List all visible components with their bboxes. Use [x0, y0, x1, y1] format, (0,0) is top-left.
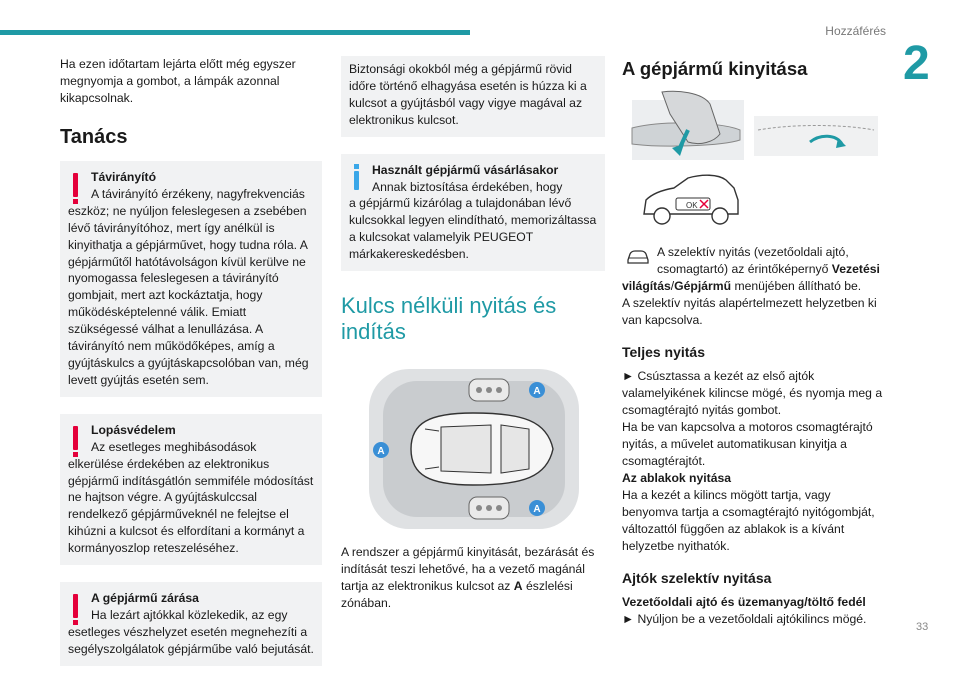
info-icon	[354, 171, 359, 190]
warning-icon	[73, 594, 78, 618]
driver-door-step: ► Nyúljon be a vezetőoldali ajtókilincs mögé.	[622, 612, 867, 626]
menu-name-bold: Vezetési	[831, 262, 880, 276]
column-middle	[341, 56, 605, 612]
svg-text:A: A	[377, 446, 385, 458]
selective-default: A szelektív nyitás alapértelmezett helyzetben ki van kapcsolva.	[622, 296, 877, 327]
warning-icon-dot	[73, 452, 78, 457]
intro-paragraph: Ha ezen időtartam lejárta előtt még egyszer megnyomja a gombot, a lámpák azonnal kikapcsolnak.	[60, 57, 296, 105]
car-side-view-icon	[644, 175, 738, 224]
svg-text:OK: OK	[686, 201, 698, 210]
warning-text: eszköz; ne nyúljon feleslegesen a zsebében lévő távirányítóhoz, mert így anélkül is kinyithatja a gépjárművet, hogy tudna róla. A gépjárműtől hatótávolságon kívül kerülve ne nyomogassa feleslegesen a távirányító gombjait, mert azt kockáztatja, hogy működésképtelenné válik. Emiatt szükségessé válhat a lenullázása. A távirányító nem működőképes, amíg a gyújtáskulcs a gyújtáskapcsolóban van, még levett gyújtás esetén sem.	[68, 203, 309, 387]
keyless-text: A rendszer a gépjármű kinyitását, bezárását és indítását teszi lehetővé, ha a vezető magánál tartja az elektronikus kulcsot az	[341, 545, 595, 594]
chapter-number: 2	[903, 37, 930, 90]
warning-text: elkerülése érdekében az elektronikus gépjármű indításgátlón semmiféle módosítást ne hajtson végre. A gyújtáskulccsal rendelkező gépjárműveknél ne felejtse el kihúzni a kulcsot és elfordítani a kormányt a kormányoszlop reteszeléséhez.	[68, 456, 314, 556]
advice-heading: Tanács	[60, 126, 128, 148]
zone-a-marker	[529, 500, 545, 516]
zone-a-marker	[373, 442, 389, 458]
full-unlock-heading: Teljes nyitás	[622, 344, 706, 360]
hand-on-handle-illustration	[632, 91, 744, 160]
selective-line2	[622, 261, 884, 278]
full-unlock-tailgate: Ha be van kapcsolva a motoros csomagtérajtó nyitás, a művelet automatikusan kinyitja a csomagtérajtót.	[622, 420, 873, 468]
selective-text: menüjében állítható be.	[734, 279, 862, 293]
column-right	[622, 58, 884, 628]
warning-title: Lopásvédelem	[91, 422, 176, 437]
info-icon-dot	[354, 164, 359, 169]
warning-box-remote	[60, 161, 322, 397]
info-box-used-vehicle	[341, 154, 605, 271]
car-settings-icon	[624, 246, 652, 266]
menu-name-bold: Gépjármű	[674, 279, 732, 293]
warning-icon	[73, 173, 78, 197]
zone-a-marker	[529, 382, 545, 398]
keyless-description	[341, 544, 605, 612]
driver-door-subheading: Vezetőoldali ajtó és üzemanyag/töltő fedél	[622, 595, 866, 609]
warning-box-locking	[60, 582, 322, 666]
warning-icon	[73, 426, 78, 450]
zone-label-inline: A	[513, 579, 523, 594]
menu-name-bold: világítás	[622, 279, 671, 293]
car-top-view-icon	[411, 413, 553, 485]
info-title: Használt gépjármű vásárlásakor	[372, 162, 559, 177]
selective-line1: A szelektív nyitás (vezetőoldali ajtó,	[657, 245, 849, 259]
note-text: Biztonsági okokból még a gépjármű rövid időre történő elhagyása esetén is húzza ki a kulcsot a gyújtásból vagy vigye magával az elektronikus kulcsot.	[349, 62, 587, 127]
windows-paragraph: Ha a kezét a kilincs mögött tartja, vagy benyomva tartja a csomagtérajtó nyitógombját, változattól függően az ablakok is a kívánt helyzetbe nyithatók.	[622, 488, 875, 553]
header-accent-bar	[0, 30, 470, 35]
warning-title: A gépjármű zárása	[91, 591, 199, 606]
svg-text:A: A	[533, 504, 541, 516]
windows-heading: Az ablakok nyitása	[622, 471, 732, 485]
unlock-heading: A gépjármű kinyitása	[622, 58, 808, 79]
warning-title: Távirányító	[91, 170, 157, 184]
warning-text-first: A távirányító érzékeny, nagyfrekvenciás	[91, 186, 305, 201]
warning-icon-dot	[73, 620, 78, 625]
unlock-illustration	[622, 90, 884, 228]
warning-text-first: Ha lezárt ajtókkal közlekedik, az egy	[91, 607, 288, 622]
keyless-zone-illustration	[341, 367, 605, 532]
tailgate-button-illustration	[754, 116, 878, 156]
warning-icon-dot	[73, 199, 78, 204]
warning-text: esetleges vészhelyzet esetén megnehezíti a segélyszolgálatok gépjárműbe való bejutását.	[68, 624, 314, 656]
section-title: Hozzáférés	[825, 24, 886, 38]
column-left	[60, 56, 322, 683]
keyless-text-end: észlelési zónában.	[341, 579, 573, 611]
warning-text-first: Az esetleges meghibásodások	[91, 439, 257, 454]
selective-doors-heading: Ajtók szelektív nyitása	[622, 570, 772, 586]
full-unlock-step: ► Csúsztassa a kezét az első ajtók valamelyikének kilincse mögé, és nyomja meg a csomagtérajtó nyitás gombot.	[622, 369, 883, 417]
keyless-heading: Kulcs nélküli nyitás és indítás	[341, 293, 557, 345]
key-fob-icon	[469, 497, 509, 519]
warning-box-antitheft	[60, 414, 322, 565]
menu-separator: /	[670, 279, 675, 293]
info-text: a gépjármű kizárólag a tulajdonában lévő kulcsokkal legyen elindítható, memorizáltassa a kulcsokat valamelyik PEUGEOT márkakereskedésben.	[349, 196, 597, 262]
svg-text:A: A	[533, 386, 541, 398]
selective-line3	[622, 278, 884, 295]
note-box-security	[341, 56, 605, 137]
selective-text: csomagtartó) az érintőképernyő	[657, 262, 829, 276]
info-text-first: Annak biztosítása érdekében, hogy	[372, 179, 563, 194]
key-fob-icon	[469, 379, 509, 401]
selective-unlock-note	[622, 244, 884, 329]
page-number: 33	[916, 621, 929, 633]
